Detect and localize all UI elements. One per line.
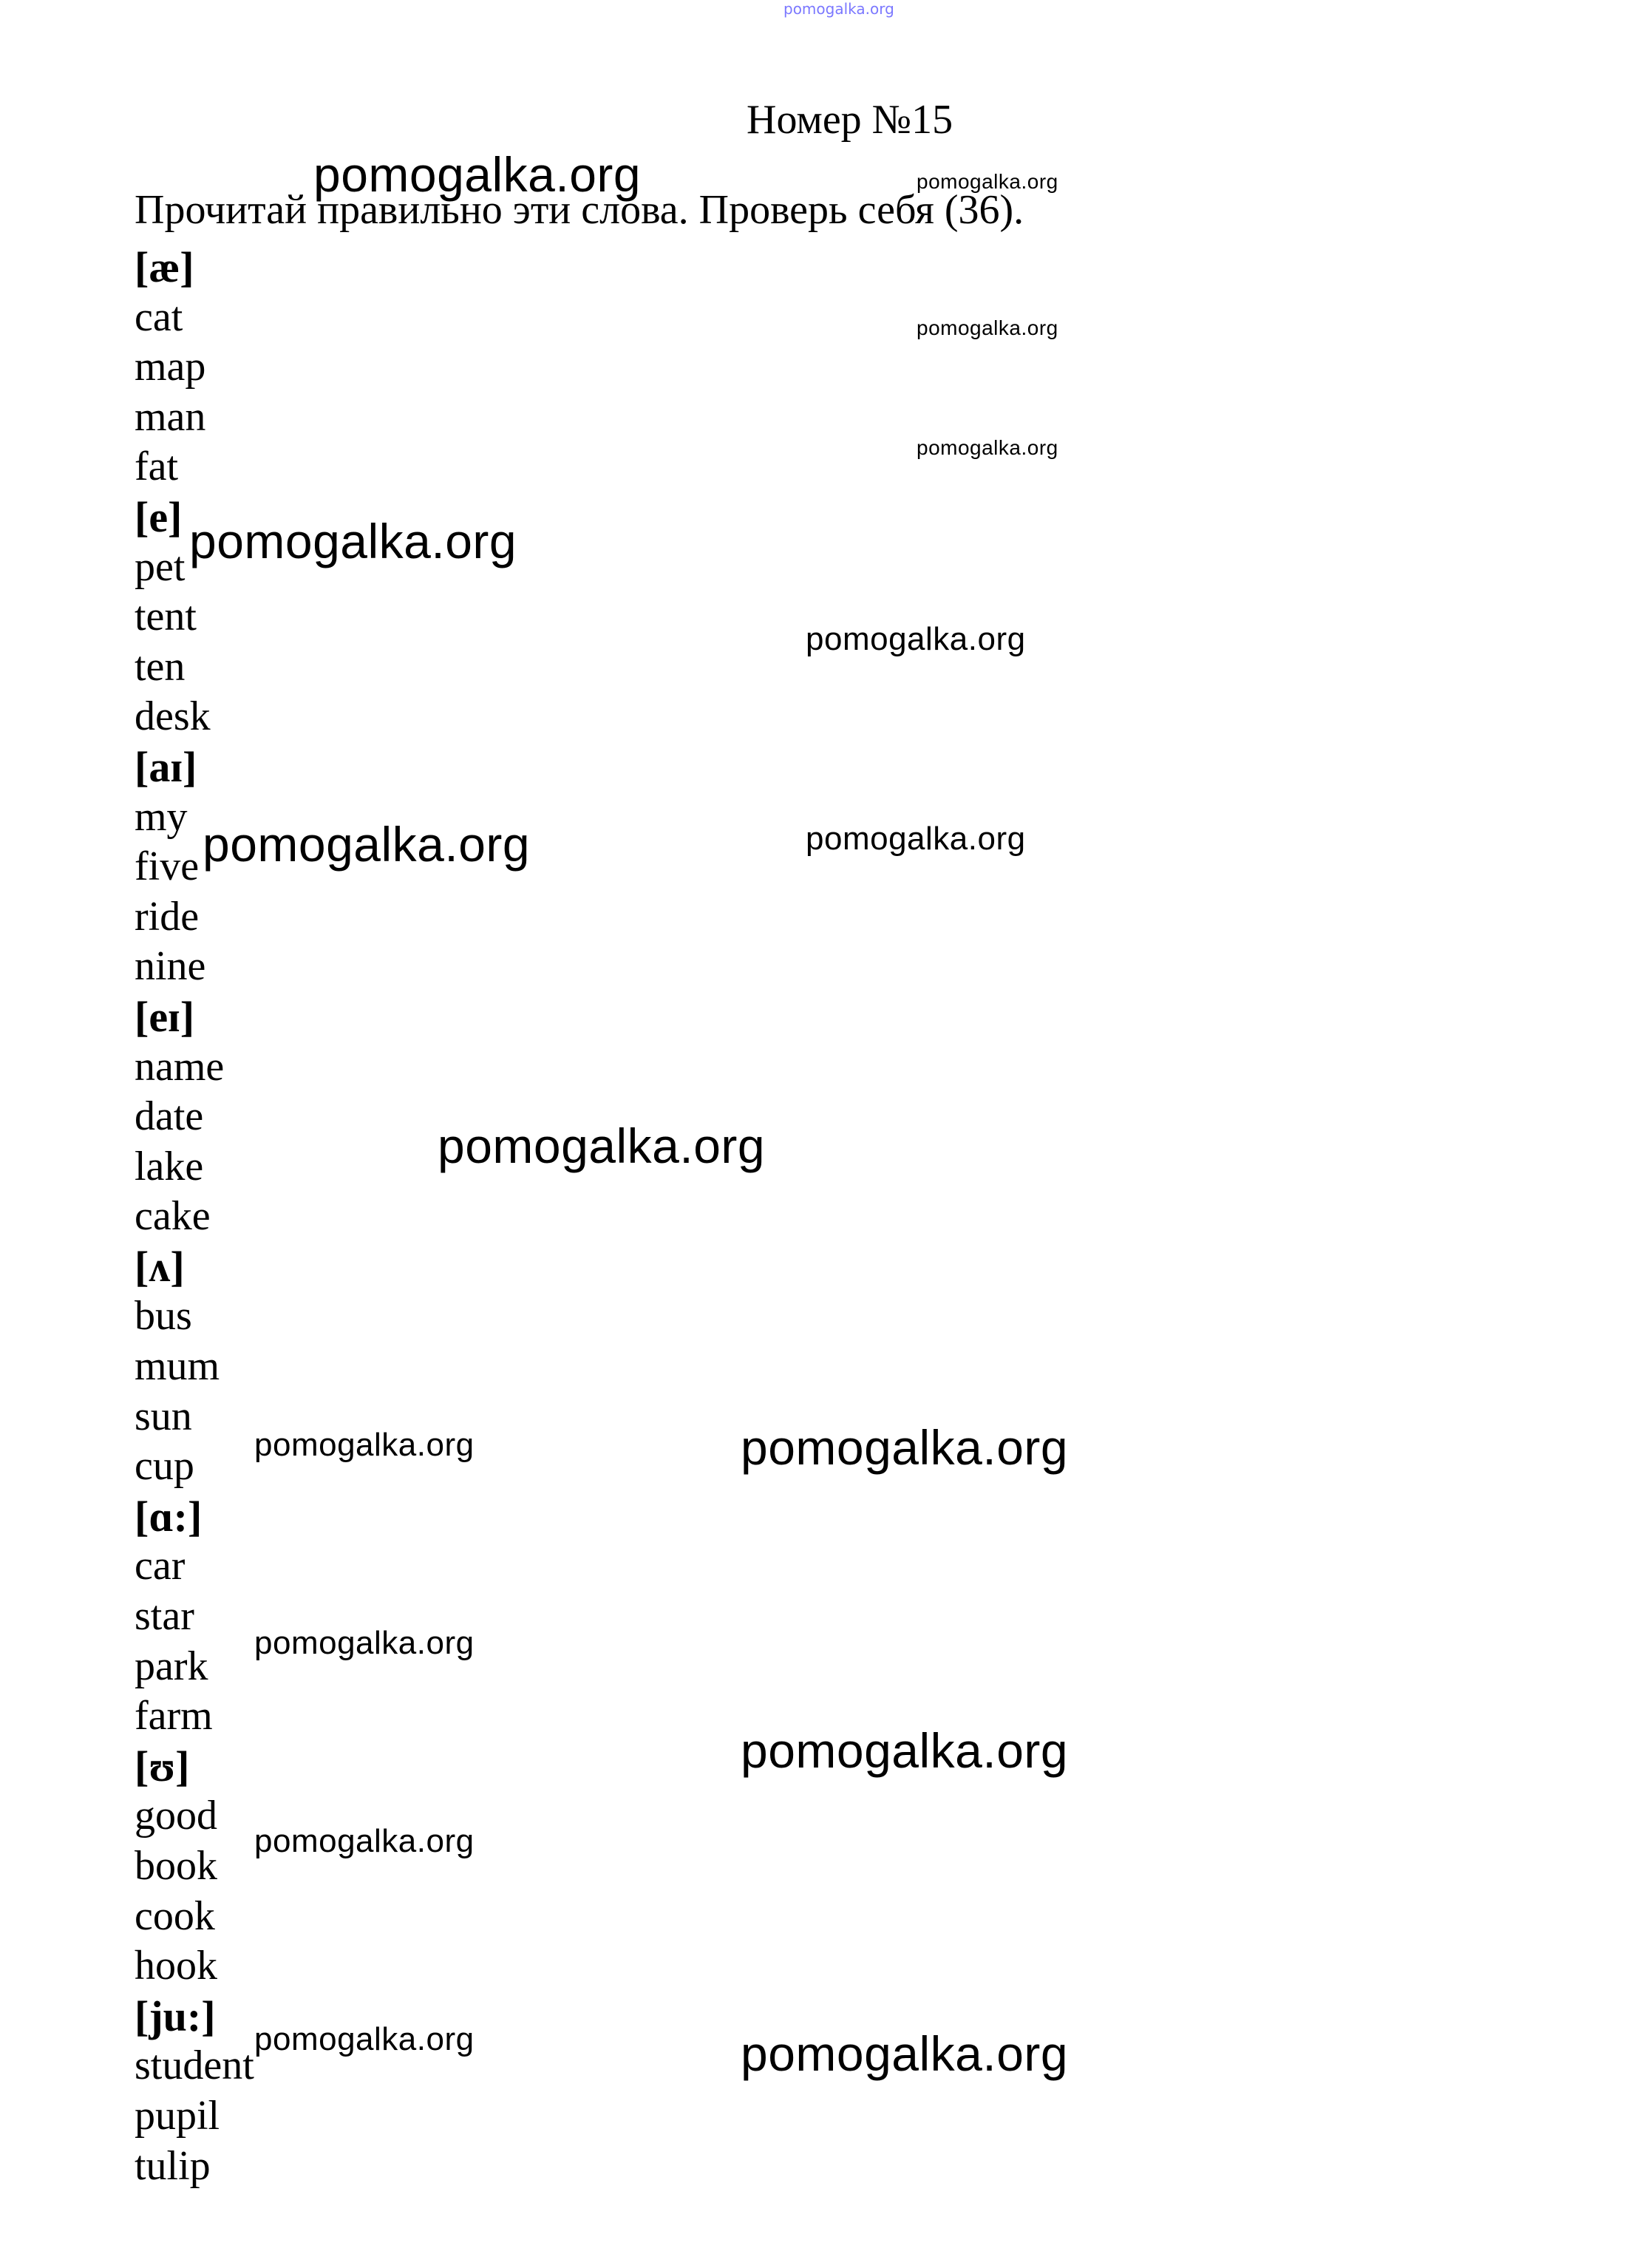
watermark: pomogalka.org <box>254 1823 475 1859</box>
watermark: pomogalka.org <box>741 1420 1069 1475</box>
word: student <box>135 2043 254 2089</box>
sound-heading: [ʊ] <box>135 1742 190 1790</box>
word: pupil <box>135 2092 220 2139</box>
word: name <box>135 1043 225 1090</box>
watermark: pomogalka.org <box>806 821 1026 857</box>
word: mum <box>135 1343 220 1390</box>
watermark: pomogalka.org <box>254 2021 475 2057</box>
watermark: pomogalka.org <box>741 2026 1069 2081</box>
watermark: pomogalka.org <box>313 147 642 202</box>
sound-heading: [ju:] <box>135 1992 216 2040</box>
word: ride <box>135 893 200 940</box>
watermark: pomogalka.org <box>254 1427 475 1463</box>
sound-heading: [æ] <box>135 243 194 291</box>
watermark: pomogalka.org <box>741 1723 1069 1778</box>
word: sun <box>135 1393 192 1439</box>
word: five <box>135 843 200 890</box>
watermark: pomogalka.org <box>917 316 1058 339</box>
sound-group <box>135 992 652 1242</box>
word: hook <box>135 1943 217 1989</box>
word: my <box>135 793 188 840</box>
word: tulip <box>135 2142 211 2189</box>
word: date <box>135 1093 204 1140</box>
word: lake <box>135 1143 204 1189</box>
word: map <box>135 344 206 390</box>
word: tent <box>135 594 197 640</box>
sound-group <box>135 242 652 492</box>
watermark: pomogalka.org <box>438 1118 766 1173</box>
sound-heading: [aɪ] <box>135 742 197 791</box>
word: farm <box>135 1693 213 1739</box>
top-watermark: pomogalka.org <box>783 0 894 18</box>
word: ten <box>135 643 186 690</box>
word: pet <box>135 543 186 590</box>
watermark: pomogalka.org <box>254 1625 475 1661</box>
watermark: pomogalka.org <box>189 514 517 568</box>
word: desk <box>135 693 211 740</box>
task-instruction: Прочитай правильно эти слова. Проверь себя (36). <box>135 187 1024 233</box>
word: man <box>135 393 206 440</box>
page-title: Номер №15 <box>747 97 953 143</box>
sound-heading: [ʌ] <box>135 1242 185 1291</box>
sound-heading: [e] <box>135 492 183 541</box>
word: bus <box>135 1293 192 1340</box>
watermark: pomogalka.org <box>806 621 1026 657</box>
word: star <box>135 1593 194 1640</box>
word: cat <box>135 293 183 340</box>
word: car <box>135 1543 186 1589</box>
word: good <box>135 1793 217 1839</box>
watermark: pomogalka.org <box>203 817 531 872</box>
word: nine <box>135 943 206 990</box>
word: cook <box>135 1892 215 1939</box>
sound-heading: [eɪ] <box>135 992 195 1041</box>
watermark: pomogalka.org <box>917 170 1058 193</box>
sound-group <box>135 1742 652 1992</box>
word: fat <box>135 444 179 490</box>
word: book <box>135 1843 217 1889</box>
word: cake <box>135 1193 211 1240</box>
word: cup <box>135 1443 194 1490</box>
watermark: pomogalka.org <box>917 436 1058 459</box>
word: park <box>135 1643 208 1689</box>
sound-heading: [ɑ:] <box>135 1492 203 1541</box>
sound-group <box>135 1492 652 1742</box>
